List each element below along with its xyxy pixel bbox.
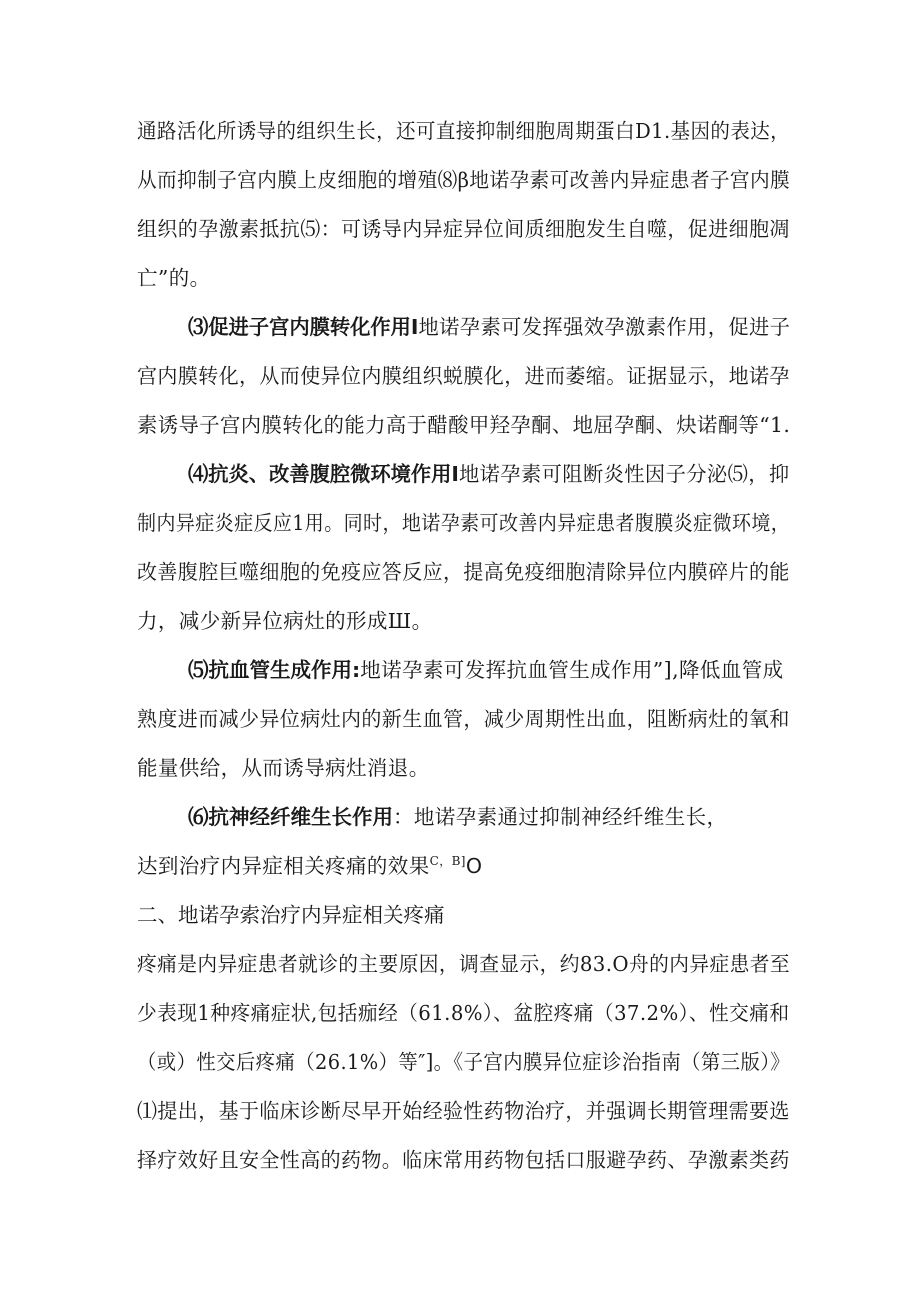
text-line: 宫内膜转化，从而使异位内膜组织蜕膜化，进而萎缩。证据显示，地诺孕 (137, 364, 790, 388)
text-span: 地诺孕素可发挥抗血管生成作用”],降低血管成 (360, 658, 784, 682)
section-heading: 二、地诺孕索治疗内异症相关疼痛 (137, 903, 445, 927)
paragraph-first-line (188, 313, 790, 341)
text-line: 制内异症炎症反应1用。同时，地诺孕素可改善内异症患者腹膜炎症微环境， (137, 511, 791, 535)
text-line (137, 852, 482, 880)
paragraph-first-line (188, 803, 727, 831)
text-span: 地诺孕素可发挥强效孕激素作用，促进子 (418, 315, 791, 339)
text-span: ：地诺孕素通过抑制神经纤维生长， (393, 805, 728, 829)
text-line: 亡”的。 (137, 266, 211, 290)
text-line: 素诱导子宫内膜转化的能力高于醋酸甲羟孕酮、地屈孕酮、炔诺酮等“1. (137, 413, 791, 437)
text-span: O (465, 854, 483, 878)
paragraph-heading: ⑹抗神经纤维生长作用 (188, 805, 393, 829)
paragraph-first-line (188, 460, 790, 488)
paragraph-heading: ⑸抗血管生成作用: (188, 658, 361, 682)
text-line: 力，减少新异位病灶的形成Ш。 (137, 609, 433, 633)
text-line: 改善腹腔巨噬细胞的免疫应答反应，提高免疫细胞清除异位内膜碎片的能 (137, 560, 790, 584)
text-line: ⑴提出，基于临床诊断尽早开始经验性药物治疗，并强调长期管理需要选 (137, 1099, 790, 1123)
text-line: 少表现1种疼痛症状,包括痂经（61.8%）、盆腔疼痛（37.2%）、性交痛和 (137, 1001, 790, 1025)
paragraph-heading: ⑷抗炎、改善腹腔微环境作用I (188, 462, 459, 486)
citation-superscript: C，B] (429, 854, 466, 869)
text-line: 从而抑制子宫内膜上皮细胞的增殖⑻β地诺孕素可改善内异症患者子宫内膜 (137, 168, 791, 192)
text-line: 组织的孕激素抵抗⑸：可诱导内异症异位间质细胞发生自噬，促进细胞凋 (137, 217, 790, 241)
text-line: 熟度进而减少异位病灶内的新生血管，减少周期性出血，阻断病灶的氧和 (137, 707, 790, 731)
text-line: 疼痛是内异症患者就诊的主要原因，调查显示，约83.O舟的内异症患者至 (137, 952, 790, 976)
text-span: 达到治疗内异症相关疼痛的效果 (137, 854, 430, 878)
paragraph-heading: ⑶促进子宫内膜转化作用I (188, 315, 419, 339)
paragraph-first-line (188, 656, 784, 684)
text-line: 择疗效好且安全性高的药物。临床常用药物包括口服避孕药、孕激素类药 (137, 1148, 790, 1172)
text-line: （或）性交后疼痛（26.1%）等″]。《子宫内膜异位症诊治指南（第三版）》 (137, 1050, 791, 1074)
text-line: 能量供给，从而诱导病灶消退。 (137, 756, 430, 780)
text-line: 通路活化所诱导的组织生长，还可直接抑制细胞周期蛋白D1.基因的表达， (137, 119, 791, 143)
text-span: 地诺孕素可阻断炎性因子分泌⑸，抑 (458, 462, 790, 486)
